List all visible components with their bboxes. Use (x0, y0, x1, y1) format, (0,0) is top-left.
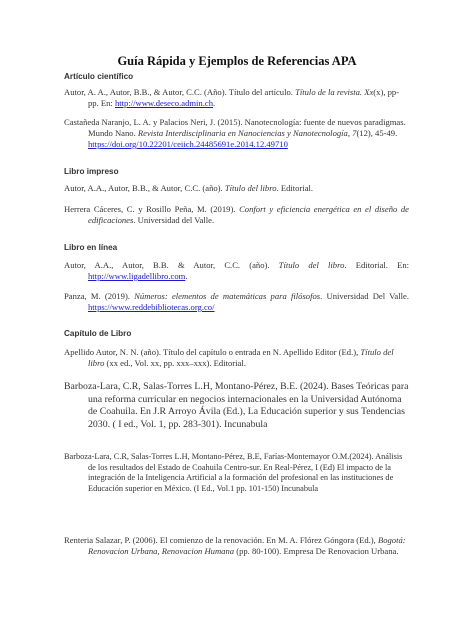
reference-link[interactable]: https://www.reddebibliotecas.org.co/ (88, 302, 215, 312)
reference-link[interactable]: http://www.ligadellibro.com (88, 271, 186, 281)
reference-link[interactable]: https://doi.org/10.22201/ceiich.24485691e.2014.12.49710 (88, 139, 288, 149)
heading-libro-en-linea: Libro en línea (64, 243, 118, 252)
reference-articulo-example: Castañeda Naranjo, L. A. y Palacios Neri, J. (2015). Nanotecnología: fuente de nuevos paradigmas. Mundo Nano. Revista Interdisciplinaria en Nanociencias y Nanotecnología, 7(12), 45-49. https://doi.org/10.22201/ceiich.24485691e.2014.12.49710 (64, 117, 406, 149)
page-title: Guía Rápida y Ejemplos de Referencias APA (117, 54, 357, 68)
heading-articulo: Artículo científico (64, 72, 134, 81)
reference-capitulo-example-1: Barboza-Lara, C.R, Salas-Torres L.H, Montano-Pérez, B.E. (2024). Bases Teóricas para una reforma curricular en negocios internacionales en la Universidad Autónoma de Coahuila. En J.R Arroyo Ávila (Ed.), La Educación superior y sus Tendencias 2030. ( I ed., Vol. 1, pp. 283-301). Incunabula (64, 381, 409, 430)
reference-capitulo-template: Apellido Autor, N. N. (año). Título del capítulo o entrada en N. Apellido Editor (Ed.), Título del libro (xx ed., Vol. xx, pp. xxx–xxx). Editorial. (64, 347, 394, 368)
reference-libro-example: Herrera Cáceres, C. y Rosillo Peña, M. (2019). Confort y eficiencia energética en el diseño de edificaciones. Universidad del Valle. (64, 204, 409, 225)
reference-capitulo-example-3: Renteria Salazar, P. (2006). El comienzo de la renovación. En M. A. Flórez Góngora (Ed.), Bogotá: Renovacion Urbana, Renovacion Humana (pp. 80-100). Empresa De Renovacion Urbana. (64, 535, 406, 556)
heading-capitulo: Capítulo de Libro (64, 329, 132, 338)
reference-link[interactable]: http://www.deseco.admin.ch (114, 98, 213, 108)
heading-libro-impreso: Libro impreso (64, 167, 119, 176)
reference-capitulo-example-2: Barboza-Lara, C.R, Salas-Torres L.H, Montano-Pérez, B.E, Farías-Montemayor O.M.(2024). Análisis de los resultados del Estado de Coahuila Centro-sur. En Real-Pérez, I (Ed) El impacto de la integración de la Inteligencia Artificial a la formación del profesional en las instituciones de Educación superior en México. (I Ed., Vol.1 pp. 101-150) Incunabula (64, 452, 403, 493)
reference-articulo-template: Autor, A. A., Autor, B.B., & Autor, C.C. (Año). Título del artículo. Título de la revista. Xx(x), pp-pp. En: http://www.deseco.admin.ch. (64, 87, 400, 108)
reference-linea-template: Autor, A.A., Autor, B.B. & Autor, C.C. (año). Título del libro. Editorial. En: http://www.ligadellibro.com. (64, 260, 410, 281)
reference-linea-example: Panza, M. (2019). Números: elementos de matemáticas para filósofos. Universidad Del Valle. https://www.reddebibliotecas.org.co/ (64, 291, 409, 312)
reference-libro-template: Autor, A.A., Autor, B.B., & Autor, C.C. (año). Título del libro. Editorial. (64, 183, 314, 193)
